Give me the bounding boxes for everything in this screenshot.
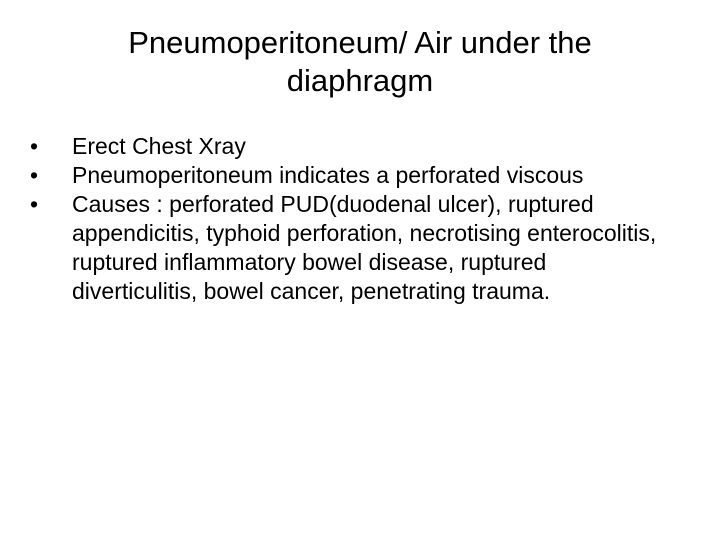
bullet-item-perforated-viscous bbox=[30, 161, 670, 190]
bullet-marker: • bbox=[30, 191, 39, 217]
bullet-list bbox=[30, 132, 670, 306]
bullet-text: Causes : perforated PUD(duodenal ulcer), ruptured appendicitis, typhoid perforation, necrotising enterocolitis, ruptured inflammatory bowel disease, ruptured diverticulitis, bowel cancer, penetrating trauma. bbox=[72, 191, 657, 304]
bullet-marker: • bbox=[30, 162, 39, 188]
bullet-text: Erect Chest Xray bbox=[72, 133, 246, 159]
bullet-item-causes bbox=[30, 190, 670, 306]
slide-title-line-2: diaphragm bbox=[286, 63, 434, 98]
slide-title bbox=[60, 24, 660, 100]
slide-title-line-1: Pneumoperitoneum/ Air under the bbox=[128, 25, 592, 60]
bullet-marker: • bbox=[30, 133, 39, 159]
bullet-text: Pneumoperitoneum indicates a perforated viscous bbox=[72, 162, 584, 188]
bullet-item-erect-chest-xray bbox=[30, 132, 670, 161]
